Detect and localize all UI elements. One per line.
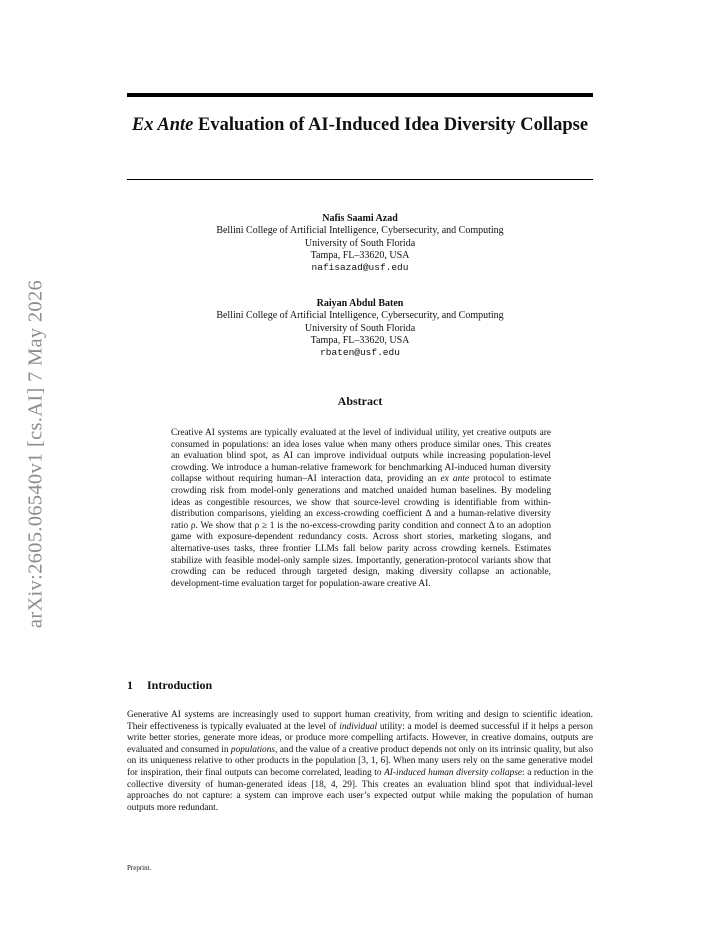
author-affiliation: Bellini College of Artificial Intelligence, Cybersecurity, and Computing: [216, 310, 504, 322]
title-rest: Evaluation of AI-Induced Idea Diversity Collapse: [193, 115, 589, 135]
title-top-rule: [127, 93, 593, 97]
intro-text-1: Generative AI systems are increasingly used to support human creativity, from writing and design to scientific ideation. Their effectiveness is typically evaluated at the level of: [127, 710, 593, 732]
author-name: Raiyan Abdul Baten: [316, 298, 404, 309]
title-bottom-rule: [127, 179, 593, 180]
abstract-heading: Abstract: [337, 394, 383, 408]
abstract-text: [171, 428, 551, 590]
section-title: Introduction: [147, 678, 213, 692]
abstract-emphasis: ex ante: [440, 474, 470, 485]
paper-title: [127, 114, 593, 137]
author-affiliation: Bellini College of Artificial Intelligence, Cybersecurity, and Computing: [216, 225, 504, 237]
arxiv-stamp: arXiv:2605.06540v1 [cs.AI] 7 May 2026: [24, 279, 47, 629]
section-number: 1: [127, 678, 133, 692]
author-block-1: [127, 213, 593, 274]
intro-text-4: : a reduction in the collective diversity of human-generated ideas [18, 4, 29]. This creates an evaluation blind spot that individual-level approaches do not capture: a system can improve each user’s expected output while making the population of human outputs more redundant.: [127, 767, 593, 813]
introduction-paragraph: [127, 710, 593, 814]
author-block-2: [127, 298, 593, 359]
author-university: University of South Florida: [304, 237, 416, 249]
author-email[interactable]: nafisazad@usf.edu: [311, 262, 409, 274]
intro-emphasis-2: populations: [230, 744, 276, 755]
intro-text-2: utility: a model is deemed successful if it helps a person write better stories, generate more ideas, or produce more compelling artifacts. However, in creative domains, outputs are evaluated and consumed in: [127, 721, 593, 755]
author-location: Tampa, FL–33620, USA: [310, 334, 410, 346]
author-email[interactable]: rbaten@usf.edu: [320, 347, 400, 359]
intro-text-3: , and the value of a creative product depends not only on its intrinsic quality, but also on its uniqueness relative to other products in the population [3, 1, 6]. When many users rely on the same generative model for inspiration, their final outputs can become correlated, leading to: [127, 744, 593, 778]
author-name: Nafis Saami Azad: [322, 213, 398, 224]
section-heading: [127, 678, 212, 693]
footer-note: Preprint.: [127, 864, 152, 872]
intro-emphasis-1: individual: [339, 721, 378, 732]
abstract-part-2: protocol to estimate crowding risk from model-only generations and matched unaided human baselines. By modeling ideas as congestible resources, we show that source-level crowding is identifiable from within-distribution comparisons, yielding an excess-crowding coefficient Δ and a human-relative diversity ratio ρ. We show that ρ ≥ 1 is the no-excess-crowding parity condition and connect Δ to an adoption game with exposure-dependent redundancy costs. Across short stories, marketing slogans, and alternative-uses tasks, three frontier LLMs fall below parity across crowding kernels. Estimates stabilize with feasible model-only sample sizes. Importantly, generation-protocol variants show that crowding can be reduced through targeted design, making diversity collapse an actionable, development-time evaluation target for population-aware creative AI.: [171, 474, 551, 589]
intro-emphasis-3: AI-induced human diversity collapse: [384, 767, 523, 778]
abstract-part-1: Creative AI systems are typically evaluated at the level of individual utility, yet creative outputs are consumed in populations: an idea loses value when many others produce similar ones. This creates an evaluation blind spot, as AI can improve individual outputs while increasing population-level crowding. We introduce a human-relative framework for benchmarking AI-induced human diversity collapse without requiring human–AI interaction data, providing an: [171, 428, 551, 485]
author-location: Tampa, FL–33620, USA: [310, 249, 410, 261]
author-university: University of South Florida: [304, 322, 416, 334]
title-italic: Ex Ante: [131, 115, 194, 135]
